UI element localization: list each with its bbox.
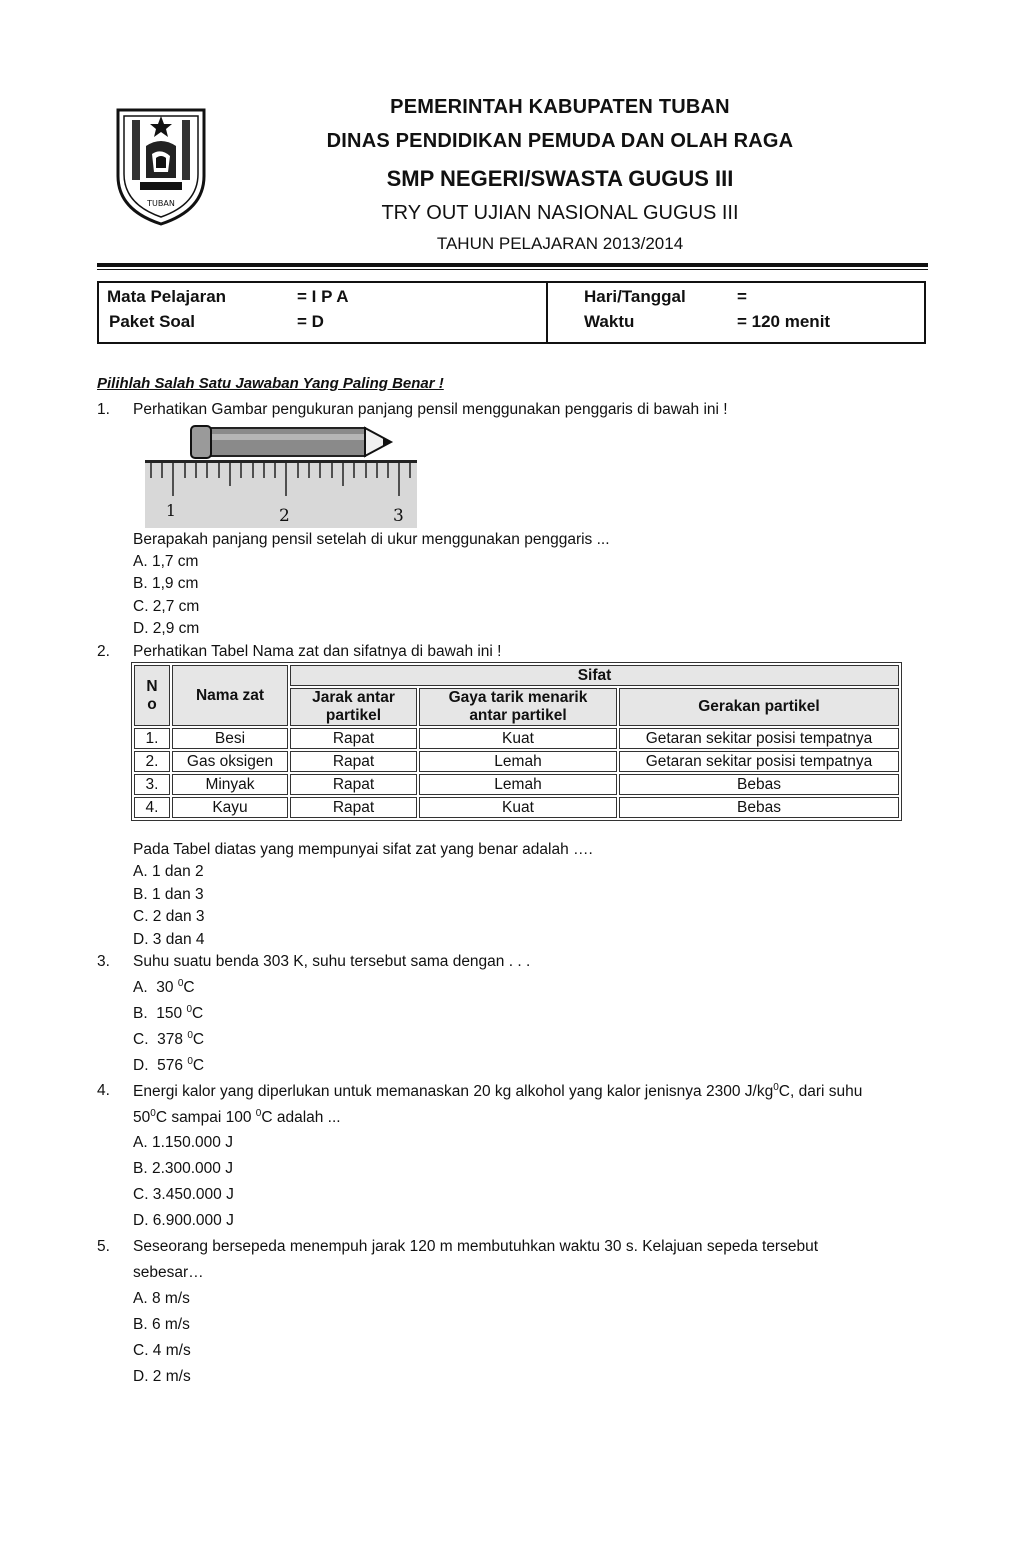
paket-label: Paket Soal	[109, 312, 195, 331]
waktu-label: Waktu	[584, 312, 635, 331]
header-exam-title: TRY OUT UJIAN NASIONAL GUGUS III	[381, 202, 739, 224]
hari-label: Hari/Tanggal	[584, 287, 686, 306]
q3-option-d	[133, 1056, 204, 1075]
ruler-pencil-figure	[145, 424, 417, 528]
q1-option-c: C. 2,7 cm	[133, 598, 200, 615]
q4-option-a: A. 1.150.000 J	[133, 1134, 233, 1151]
cell-gaya: Lemah	[419, 774, 617, 795]
q4-text-line1	[133, 1082, 862, 1101]
cell-gerakan: Bebas	[619, 797, 899, 818]
q4-text-c: 50	[133, 1109, 151, 1127]
cell-gerakan: Bebas	[619, 774, 899, 795]
degree-sup: 0	[187, 1030, 193, 1041]
q5-text-line2: sebesar…	[133, 1264, 204, 1281]
th-no-line1: N	[146, 677, 158, 695]
th-jarak-line1: Jarak antar	[312, 689, 395, 706]
paket-value: = D	[297, 312, 324, 331]
header-rule-thin	[97, 269, 928, 270]
q4-option-b: B. 2.300.000 J	[133, 1160, 233, 1177]
q3-b-letter: B.	[133, 1005, 148, 1023]
q5-option-d: D. 2 m/s	[133, 1368, 191, 1385]
cell-no: 4.	[134, 797, 170, 818]
th-no	[134, 665, 170, 726]
th-sifat: Sifat	[290, 665, 899, 686]
th-gaya-line1: Gaya tarik menarik	[448, 689, 588, 706]
cell-jarak: Rapat	[290, 751, 417, 772]
table-row	[134, 797, 899, 818]
cell-no: 3.	[134, 774, 170, 795]
q3-d-value: 576	[157, 1057, 183, 1075]
th-nama: Nama zat	[172, 665, 288, 726]
cell-nama: Gas oksigen	[172, 751, 288, 772]
q1-option-a: A. 1,7 cm	[133, 553, 199, 570]
degree-sup: 0	[255, 1108, 262, 1119]
header-line-2: DINAS PENDIDIKAN PEMUDA DAN OLAH RAGA	[326, 130, 794, 152]
cell-gaya: Kuat	[419, 797, 617, 818]
q5-text-line1: Seseorang bersepeda menempuh jarak 120 m membutuhkan waktu 30 s. Kelajuan sepeda tersebut	[133, 1238, 819, 1255]
table-row	[134, 728, 899, 749]
q3-b-value: 150	[156, 1005, 183, 1023]
q2-number: 2.	[97, 643, 110, 660]
cell-gerakan: Getaran sekitar posisi tempatnya	[619, 728, 899, 749]
q2-option-b: B. 1 dan 3	[133, 886, 204, 903]
th-gaya-line2: antar partikel	[469, 707, 567, 724]
q2-option-c: C. 2 dan 3	[133, 908, 205, 925]
logo-text: TUBAN	[147, 199, 175, 208]
q1-option-d: D. 2,9 cm	[133, 620, 200, 637]
ruler-label-2: 2	[279, 506, 290, 526]
q3-c-letter: C.	[133, 1031, 149, 1049]
info-divider	[546, 283, 548, 342]
cell-gaya: Lemah	[419, 751, 617, 772]
q4-text-a: Energi kalor yang diperlukan untuk memanaskan 20 kg alkohol yang kalor jenisnya 2300 J/kg	[133, 1083, 774, 1101]
cell-nama: Kayu	[172, 797, 288, 818]
th-gaya	[419, 688, 617, 726]
mapel-label: Mata Pelajaran	[107, 287, 227, 306]
waktu-value: = 120 menit	[737, 312, 831, 331]
degree-sup: 0	[773, 1082, 779, 1093]
q3-text: Suhu suatu benda 303 K, suhu tersebut sama dengan . . .	[133, 953, 531, 970]
th-jarak	[290, 688, 417, 726]
header-school: SMP NEGERI/SWASTA GUGUS III	[386, 166, 734, 191]
info-box	[97, 281, 926, 344]
q1-option-b: B. 1,9 cm	[133, 575, 199, 592]
q3-option-c	[133, 1030, 204, 1049]
cell-nama: Besi	[172, 728, 288, 749]
degree-sup: 0	[186, 1004, 193, 1015]
instruction: Pilihlah Salah Satu Jawaban Yang Paling Benar !	[97, 375, 444, 392]
cell-nama: Minyak	[172, 774, 288, 795]
q5-option-a: A. 8 m/s	[133, 1290, 190, 1307]
q5-option-b: B. 6 m/s	[133, 1316, 190, 1333]
logo-crest	[110, 106, 212, 226]
q3-d-unit: C	[192, 1057, 205, 1075]
th-jarak-line2: partikel	[325, 707, 382, 724]
substance-table	[131, 662, 902, 821]
q5-option-c: C. 4 m/s	[133, 1342, 191, 1359]
hari-value: =	[737, 287, 747, 306]
q4-text-d: C sampai 100	[155, 1109, 252, 1127]
q3-a-value: 30	[156, 979, 174, 997]
cell-jarak: Rapat	[290, 797, 417, 818]
cell-no: 1.	[134, 728, 170, 749]
th-no-line2: o	[147, 695, 157, 713]
header-rule-thick	[97, 263, 928, 267]
q4-option-d: D. 6.900.000 J	[133, 1212, 234, 1229]
cell-jarak: Rapat	[290, 728, 417, 749]
table-row	[134, 751, 899, 772]
q4-number: 4.	[97, 1082, 110, 1099]
q3-c-unit: C	[192, 1031, 205, 1049]
header-line-1: PEMERINTAH KABUPATEN TUBAN	[390, 96, 730, 118]
q1-text: Perhatikan Gambar pengukuran panjang pensil menggunakan penggaris di bawah ini !	[133, 401, 728, 418]
q3-b-unit: C	[192, 1005, 204, 1023]
degree-sup: 0	[187, 1056, 193, 1067]
q4-text-b: C, dari suhu	[778, 1083, 863, 1101]
ruler-label-3: 3	[393, 506, 404, 526]
q1-number: 1.	[97, 401, 110, 418]
q2-question: Pada Tabel diatas yang mempunyai sifat zat yang benar adalah ….	[133, 841, 593, 858]
degree-sup: 0	[177, 978, 184, 989]
header-year: TAHUN PELAJARAN 2013/2014	[436, 234, 684, 253]
q2-option-d: D. 3 dan 4	[133, 931, 205, 948]
q4-text-line2	[133, 1108, 341, 1127]
q4-option-c: C. 3.450.000 J	[133, 1186, 234, 1203]
mapel-value: = I P A	[297, 287, 349, 306]
degree-sup: 0	[150, 1108, 156, 1119]
q3-option-b	[133, 1004, 203, 1023]
q3-c-value: 378	[157, 1031, 183, 1049]
cell-gaya: Kuat	[419, 728, 617, 749]
q5-number: 5.	[97, 1238, 110, 1255]
ruler-label-1: 1	[166, 502, 176, 520]
q3-option-a	[133, 978, 195, 997]
q2-option-a: A. 1 dan 2	[133, 863, 204, 880]
q4-text-e: C adalah ...	[261, 1109, 341, 1127]
q3-number: 3.	[97, 953, 110, 970]
q2-text: Perhatikan Tabel Nama zat dan sifatnya di bawah ini !	[133, 643, 502, 660]
q3-d-letter: D.	[133, 1057, 149, 1075]
th-gerakan: Gerakan partikel	[619, 688, 899, 726]
q3-a-unit: C	[183, 979, 195, 997]
table-row	[134, 774, 899, 795]
q1-question: Berapakah panjang pensil setelah di ukur menggunakan penggaris ...	[133, 531, 610, 548]
cell-no: 2.	[134, 751, 170, 772]
q3-a-letter: A.	[133, 979, 148, 997]
cell-jarak: Rapat	[290, 774, 417, 795]
cell-gerakan: Getaran sekitar posisi tempatnya	[619, 751, 899, 772]
